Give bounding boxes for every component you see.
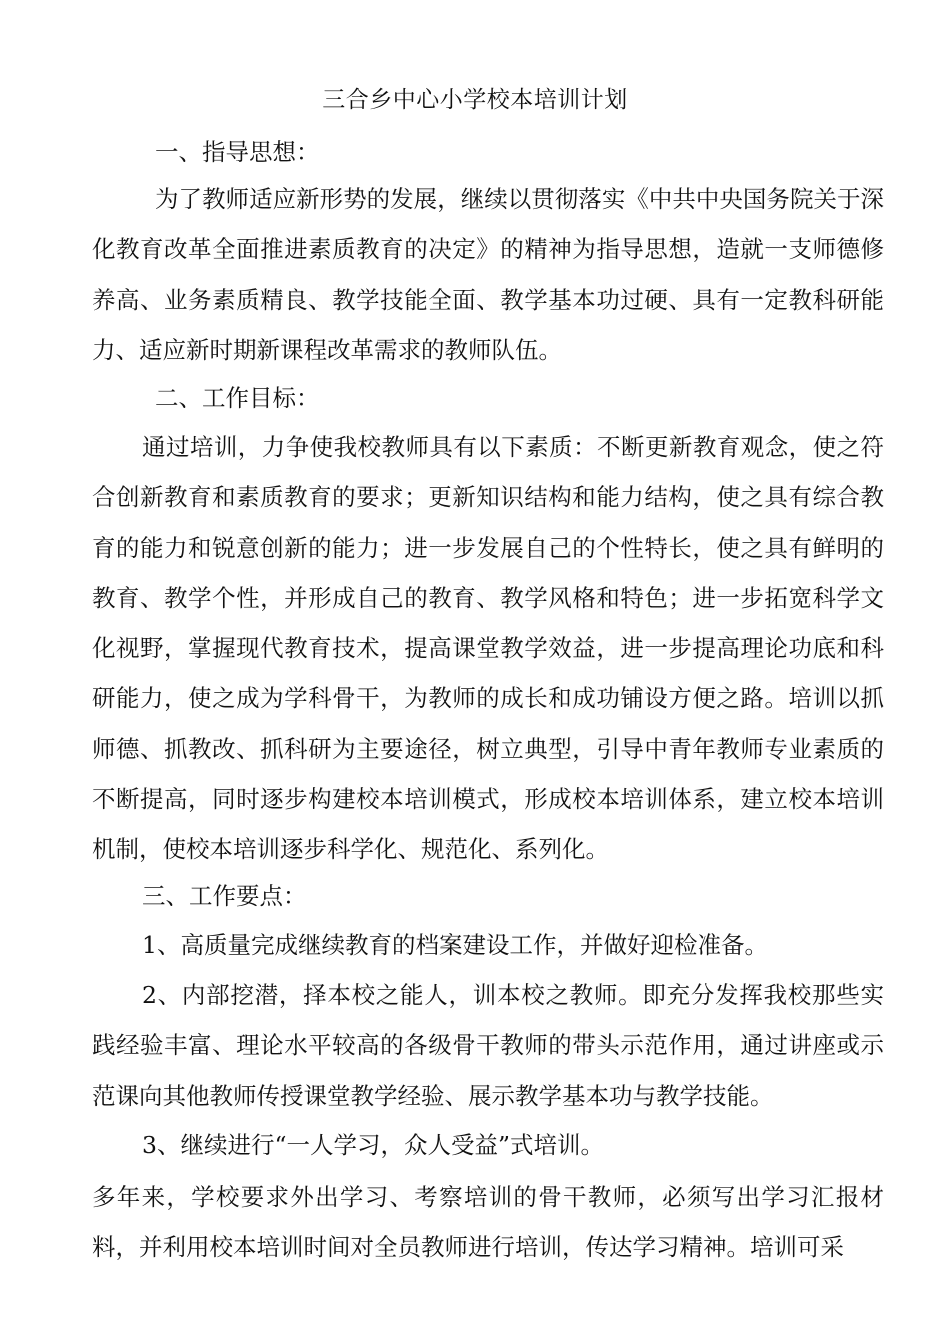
section-heading-guiding-thought: 一、指导思想： [155,138,320,166]
work-point-item-2: 2、内部挖潜，择本校之能人，训本校之教师。即充分发挥我校那些实践经验丰富、理论水平较高的各级骨干教师的带头示范作用，通过讲座或示范课向其他教师传授课堂教学经验、展示教学基本功与教学技能。 [92,981,884,1110]
work-point-item-3: 3、继续进行“一人学习，众人受益”式培训。 [142,1131,604,1159]
section-paragraph-guiding-thought: 为了教师适应新形势的发展，继续以贯彻落实《中共中央国务院关于深化教育改革全面推进素质教育的决定》的精神为指导思想，造就一支师德修养高、业务素质精良、教学技能全面、教学基本功过硬、具有一定教科研能力、适应新时期新课程改革需求的教师队伍。 [92,185,884,364]
section-heading-work-goals: 二、工作目标： [155,384,320,412]
work-point-paragraph: 多年来，学校要求外出学习、考察培训的骨干教师，必须写出学习汇报材料，并利用校本培训时间对全员教师进行培训，传达学习精神。培训可采 [92,1183,884,1262]
section-heading-work-points: 三、工作要点： [142,882,307,910]
section-paragraph-work-goals: 通过培训，力争使我校教师具有以下素质：不断更新教育观念，使之符合创新教育和素质教育的要求；更新知识结构和能力结构，使之具有综合教育的能力和锐意创新的能力；进一步发展自己的个性特长，使之具有鲜明的教育、教学个性，并形成自己的教育、教学风格和特色；进一步拓宽科学文化视野，掌握现代教育技术，提高课堂教学效益，进一步提高理论功底和科研能力，使之成为学科骨干，为教师的成长和成功铺设方便之路。培训以抓师德、抓教改、抓科研为主要途径，树立典型，引导中青年教师专业素质的不断提高，同时逐步构建校本培训模式，形成校本培训体系，建立校本培训机制，使校本培训逐步科学化、规范化、系列化。 [92,433,884,864]
document-title: 三合乡中心小学校本培训计划 [322,87,628,113]
work-point-item-1: 1、高质量完成继续教育的档案建设工作，并做好迎检准备。 [142,931,768,959]
